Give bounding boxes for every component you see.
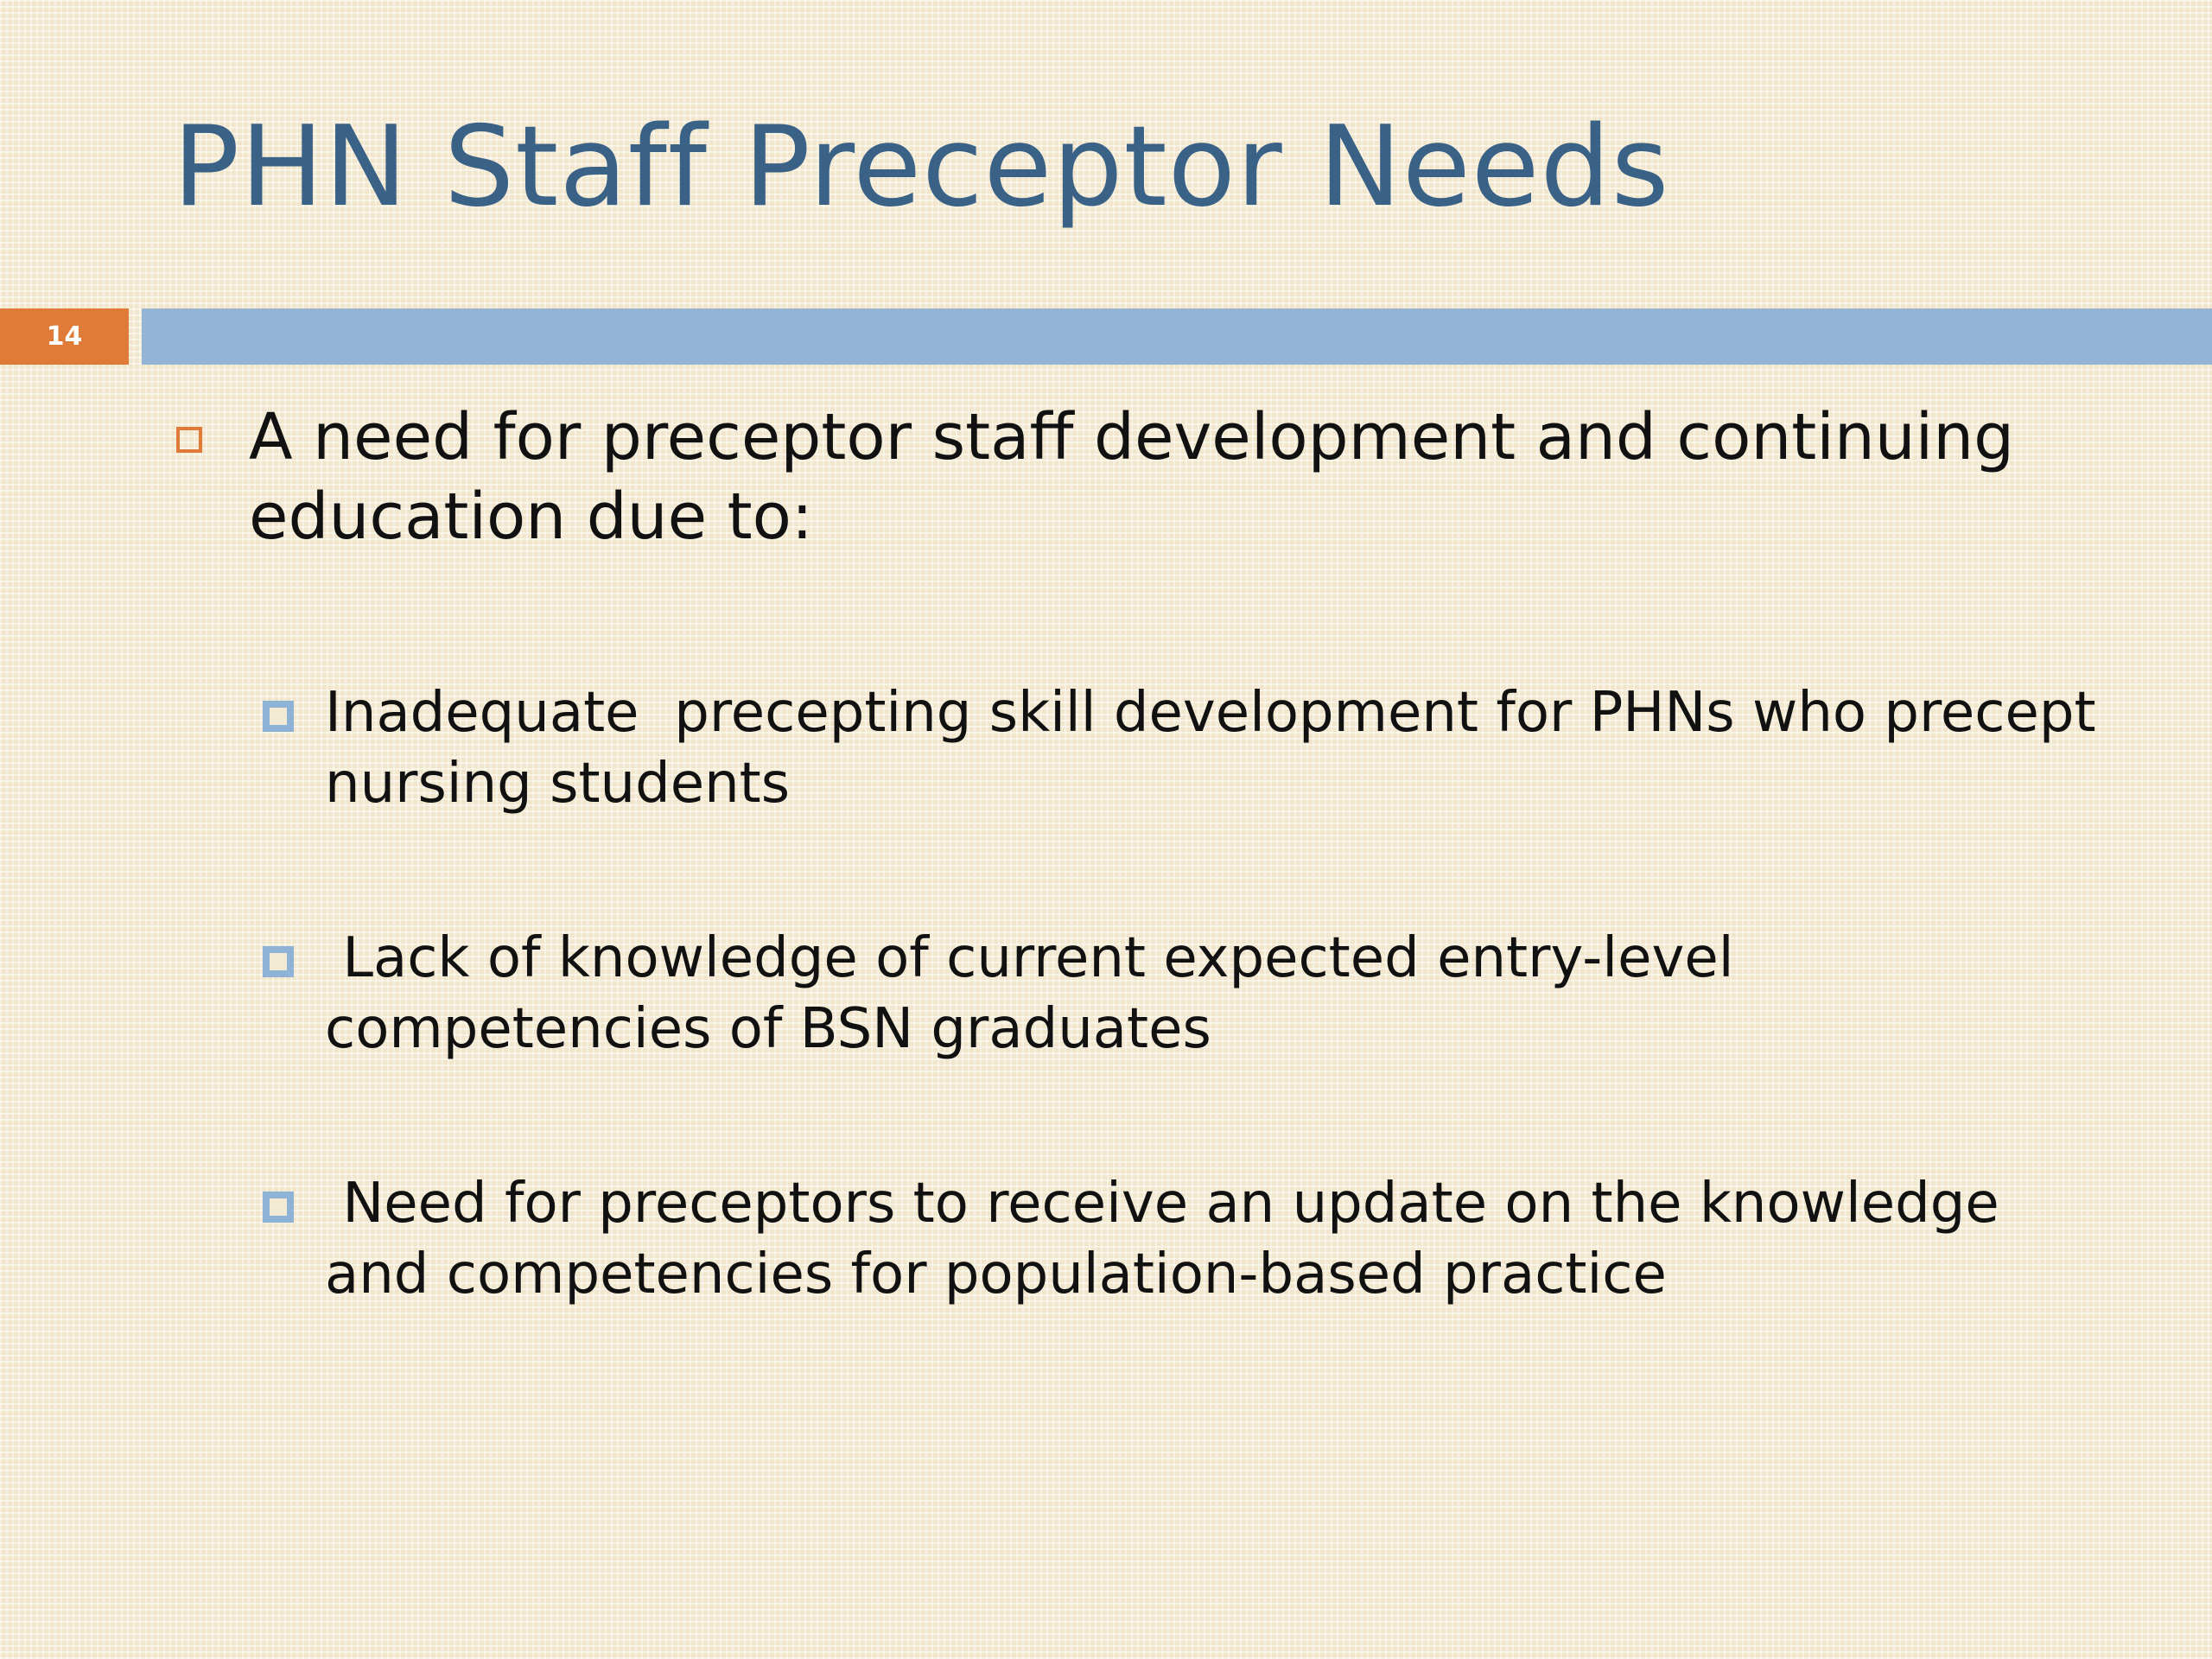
sub-bullet (325, 1168, 2108, 1310)
sub-bullet-text: Inadequate precepting skill development for PHNs who precept nursing students (325, 681, 2113, 816)
title-divider-bar (142, 308, 2212, 365)
slide-title: PHN Staff Preceptor Needs (173, 103, 1670, 232)
sub-bullet-text: Need for preceptors to receive an update on the knowledge and competencies for population-based practice (325, 1172, 2018, 1306)
square-bullet-icon (263, 1192, 294, 1223)
slide-body (173, 397, 2113, 1414)
sub-bullet (325, 677, 2113, 819)
sub-bullet (325, 923, 2108, 1065)
slide-number: 14 (0, 308, 129, 365)
main-bullet-text: A need for preceptor staff development and continuing education due to: (249, 400, 2015, 554)
square-bullet-icon (263, 946, 294, 977)
square-bullet-icon (263, 701, 294, 732)
main-bullet (173, 397, 2108, 556)
sub-bullet-text: Lack of knowledge of current expected entry-level competencies of BSN graduates (325, 926, 1751, 1061)
hollow-square-bullet-icon (176, 427, 202, 453)
